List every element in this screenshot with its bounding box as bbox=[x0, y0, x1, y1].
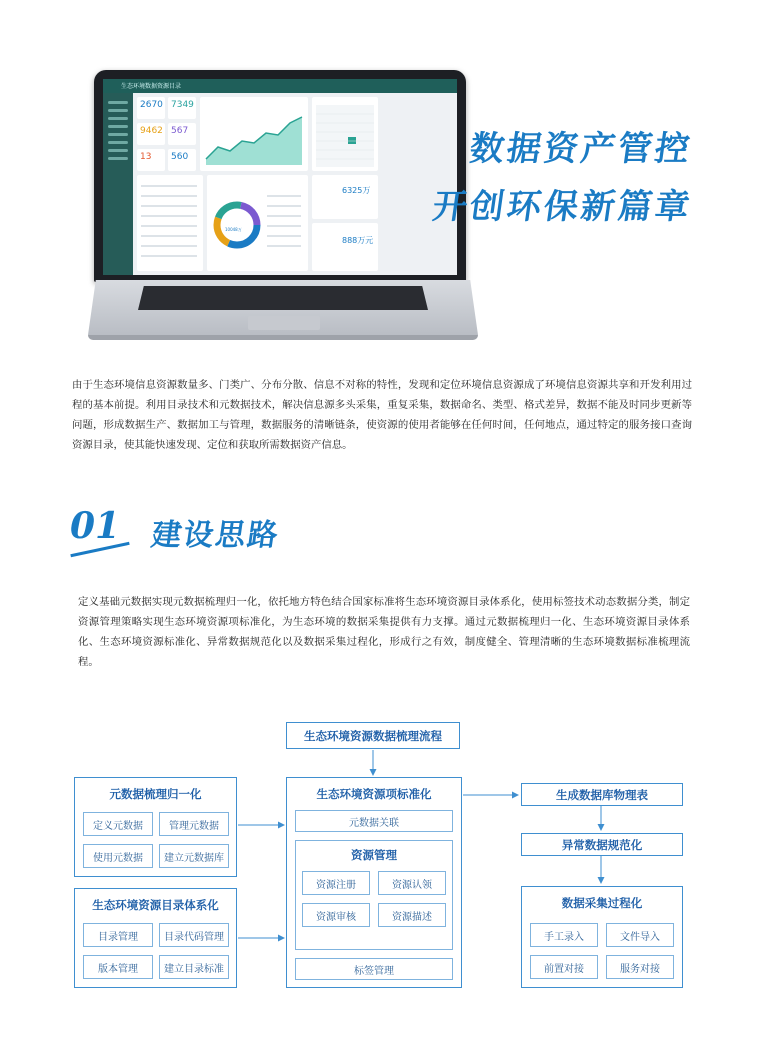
stat-value: 13 bbox=[140, 152, 152, 162]
headline-line-2: 开创环保新篇章 bbox=[430, 187, 695, 227]
meta-item: 定义元数据 bbox=[83, 812, 153, 836]
catalog-item: 建立目录标准 bbox=[159, 955, 229, 979]
meta-item: 使用元数据 bbox=[83, 844, 153, 868]
resource-group bbox=[295, 840, 453, 950]
center-group bbox=[286, 777, 462, 988]
center-tag: 标签管理 bbox=[295, 958, 453, 980]
resource-title: 资源管理 bbox=[351, 848, 397, 862]
collect-item: 文件导入 bbox=[606, 923, 674, 947]
meta-title: 元数据梳理归一化 bbox=[109, 787, 202, 801]
section-title: 建设思路 bbox=[149, 518, 282, 553]
stat-value: 7349 bbox=[171, 100, 194, 110]
catalog-group bbox=[74, 888, 237, 988]
stat-value: 2670 bbox=[140, 100, 163, 110]
headline-line-1: 数据资产管控 bbox=[467, 129, 695, 169]
meta-item: 管理元数据 bbox=[159, 812, 229, 836]
collect-group bbox=[521, 886, 683, 988]
collect-item: 前置对接 bbox=[530, 955, 598, 979]
resource-item: 资源认领 bbox=[378, 871, 446, 895]
catalog-title: 生态环境资源目录体系化 bbox=[92, 898, 219, 912]
catalog-item: 目录管理 bbox=[83, 923, 153, 947]
center-link: 元数据关联 bbox=[295, 810, 453, 832]
center-title: 生态环境资源项标准化 bbox=[316, 787, 432, 801]
amount-value: 6325万 bbox=[342, 186, 371, 195]
flow-top-box: 生态环境资源数据梳理流程 bbox=[286, 722, 460, 749]
stat-value: 9462 bbox=[140, 126, 163, 136]
screen-app-title: 生态环境数据资源目录 bbox=[121, 83, 182, 90]
meta-item: 建立元数据库 bbox=[159, 844, 229, 868]
resource-item: 资源注册 bbox=[302, 871, 370, 895]
amount-value: 888万元 bbox=[342, 236, 374, 245]
stat-value: 567 bbox=[171, 126, 189, 136]
collect-title: 数据采集过程化 bbox=[561, 896, 643, 910]
collect-item: 手工录入 bbox=[530, 923, 598, 947]
abnormal-box: 异常数据规范化 bbox=[521, 833, 683, 856]
physical-table-box: 生成数据库物理表 bbox=[521, 783, 683, 806]
donut-value: 10048万 bbox=[225, 227, 242, 232]
meta-group bbox=[74, 777, 237, 877]
section-paragraph: 定义基础元数据实现元数据梳理归一化，依托地方特色结合国家标准将生态环境资源目录体系化，使用标签技术动态数据分类，制定资源管理策略实现生态环境资源项标准化，为生态环境的数据采集提供有力支撑。通过元数据梳理归一化、生态环境资源目录体系化、生态环境资源标准化、异常数据规范化以及数据采集过程化，形成行之有效，制度健全、管理清晰的生态环境数据标准梳理流程。 bbox=[78, 596, 690, 668]
stat-value: 560 bbox=[171, 152, 189, 162]
collect-item: 服务对接 bbox=[606, 955, 674, 979]
section-number: 01 bbox=[70, 505, 121, 547]
catalog-item: 版本管理 bbox=[83, 955, 153, 979]
intro-paragraph: 由于生态环境信息资源数量多、门类广、分布分散、信息不对称的特性，发现和定位环境信息资源成了环境信息资源共享和开发利用过程的基本前提。利用目录技术和元数据技术，解决信息源多头采集，重复采集，数据命名、类型、格式差异，数据不能及时同步更新等问题，形成数据生产、数据加工与管理，数据服务的清晰链条，使资源的使用者能够在任何时间，任何地点，通过特定的服务接口查询资源目录，使其能快速发现、定位和获取所需数据资产信息。 bbox=[72, 379, 692, 451]
resource-item: 资源审核 bbox=[302, 903, 370, 927]
catalog-item: 目录代码管理 bbox=[159, 923, 229, 947]
resource-item: 资源描述 bbox=[378, 903, 446, 927]
